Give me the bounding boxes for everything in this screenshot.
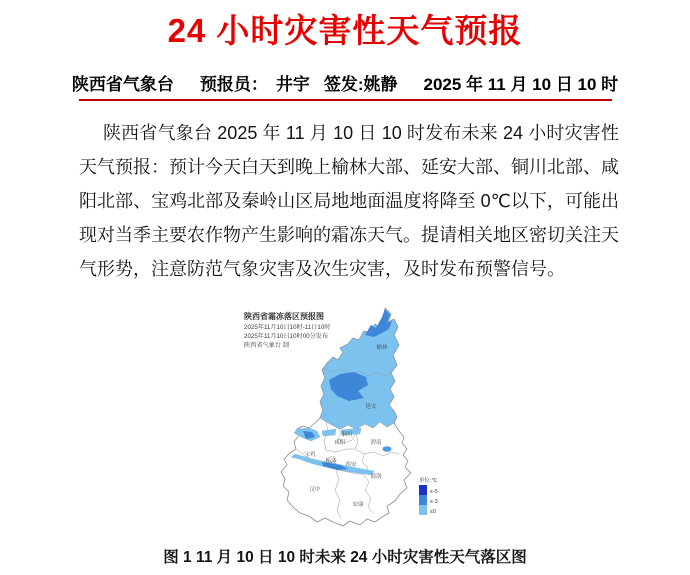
label-ankang: 安康 (352, 502, 364, 508)
label-yulin: 榆林 (376, 345, 388, 351)
issue-datetime: 2025 年 11 月 10 日 10 时 (423, 75, 619, 94)
map-header (244, 311, 330, 349)
page-title: 24 小时灾害性天气预报 (167, 12, 523, 49)
shaanxi-frost-map (237, 302, 467, 536)
legend-swatch-medium (419, 495, 427, 505)
legend-label-dark: ≤-5 (430, 489, 438, 495)
label-yanan: 延安 (365, 404, 377, 410)
map-title: 陕西省霜冻落区预报图 (244, 312, 324, 321)
meta-line (0, 74, 690, 96)
legend-swatch-dark (419, 485, 427, 495)
signer-name: 签发:姚静 (323, 75, 398, 94)
agency-name: 陕西省气象台 (71, 75, 174, 94)
label-xian: 西安 (345, 462, 357, 468)
map-figure (237, 302, 467, 541)
legend-unit-label: 单位:℃ (419, 478, 438, 484)
header-divider (79, 99, 612, 101)
forecast-paragraph: 陕西省气象台 2025 年 11 月 10 日 10 时发布未来 24 小时灾害性天气预报：预计今天白天到晚上榆林大部、延安大部、铜川北部、咸阳北部、宝鸡北部及秦岭山区局地地面温度将降至 0℃以下，可能出现对当季主要农作物产生影响的霜冻天气。提请相关地区密切关注天气形势，注意防范气象灾害及次生灾害，及时发布预警信号。 (79, 123, 619, 279)
map-issuer: 陕西省气象台 制 (244, 342, 290, 349)
label-baoji: 宝鸡 (304, 452, 316, 458)
label-shangluo: 商洛 (370, 474, 382, 480)
forecaster-label: 预报员： (199, 75, 268, 94)
label-tongchuan: 铜川 (341, 432, 353, 438)
forecaster-name: 井宇 (275, 75, 310, 94)
label-yangling: 杨凌 (325, 459, 337, 465)
legend-swatch-light (419, 505, 427, 515)
figure-caption: 图 1 11 月 10 日 10 时未来 24 小时灾害性天气落区图 (163, 549, 527, 566)
map-legend (419, 476, 438, 515)
map-valid-period: 2025年11月10日10时-11日10时 (244, 324, 331, 331)
label-weinan: 渭南 (370, 440, 382, 446)
label-hanzhong: 汉中 (309, 487, 321, 493)
map-issue-time: 2025年11月10日10时00分发布 (244, 333, 329, 340)
legend-label-light: ≤0 (430, 509, 436, 515)
legend-label-medium: ≤-3 (430, 499, 438, 505)
label-xianyang: 咸阳 (334, 440, 346, 446)
